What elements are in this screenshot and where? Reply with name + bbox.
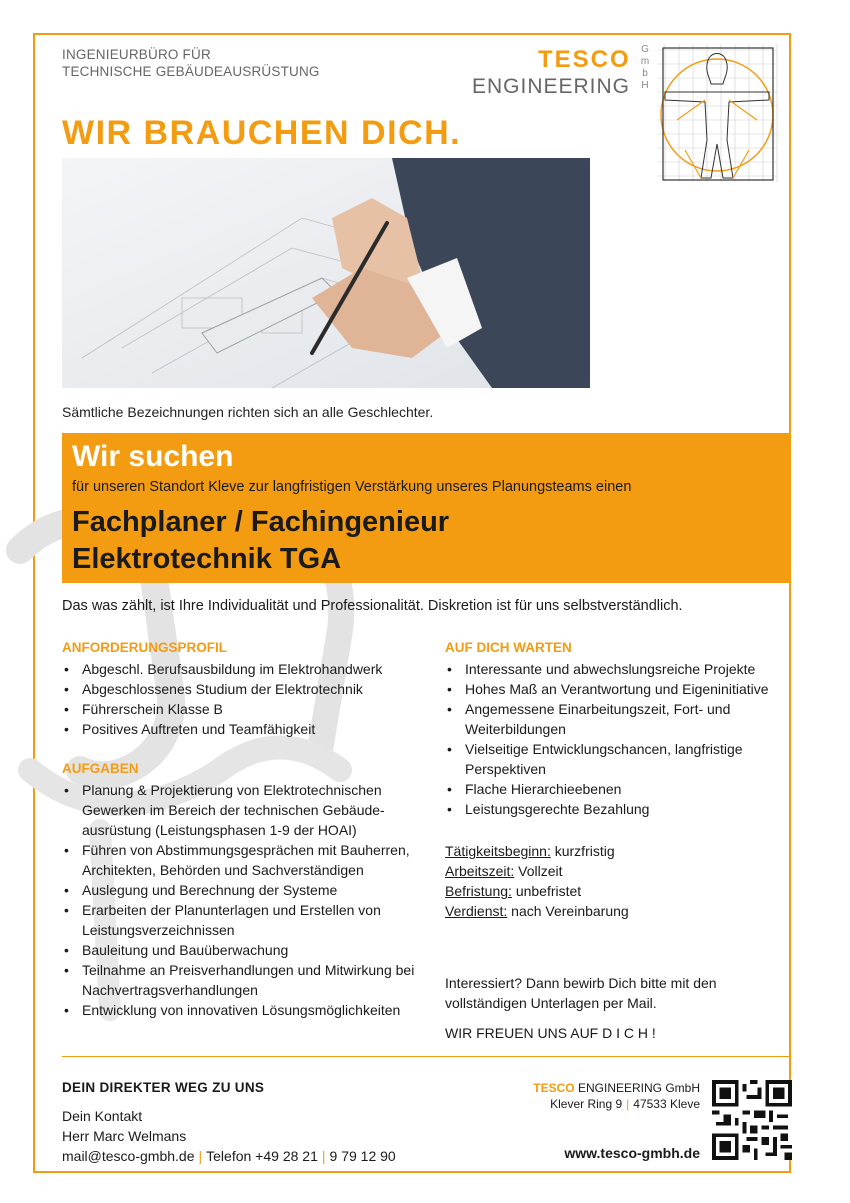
benefits-list xyxy=(445,659,790,819)
phone-number[interactable]: 9 79 12 90 xyxy=(329,1148,396,1164)
list-item: • Abgeschl. Berufsausbildung im Elektrohandwerk xyxy=(62,659,422,679)
apply-line-1: Interessiert? Dann bewirb Dich bitte mit den xyxy=(445,975,717,991)
separator: | xyxy=(626,1097,630,1111)
term-value: unbefristet xyxy=(515,883,582,899)
banner-subtitle: für unseren Standort Kleve zur langfristigen Verstärkung unseres Planungsteams einen xyxy=(72,479,632,495)
apply-line-2: vollständigen Unterlagen per Mail. xyxy=(445,995,657,1011)
hours-value: Vollzeit xyxy=(518,863,563,879)
list-item: • Auslegung und Berechnung der Systeme xyxy=(62,880,422,900)
job-title xyxy=(72,504,449,578)
address-brand: TESCO xyxy=(533,1081,575,1095)
list-item: • Vielseitige Entwicklungschancen, langfristige Perspektiven xyxy=(445,739,790,779)
list-item: • Hohes Maß an Verantwortung und Eigeninitiative xyxy=(445,679,790,699)
pay-label: Verdienst: xyxy=(445,903,508,919)
hands-drawing-plan-photo xyxy=(62,158,590,388)
contact-label: Dein Kontakt xyxy=(62,1108,143,1124)
logo-engineering: ENGINEERING xyxy=(472,75,631,98)
company-description xyxy=(62,46,320,80)
vitruvian-logo-icon xyxy=(655,40,780,188)
closing-line: WIR FREUEN UNS AUF D I C H ! xyxy=(445,1025,656,1041)
contact-block xyxy=(62,1106,396,1166)
gender-disclaimer: Sämtliche Bezeichnungen richten sich an alle Geschlechter. xyxy=(62,404,434,420)
pay-value: nach Vereinbarung xyxy=(511,903,629,919)
list-item: • Entwicklung von innovativen Lösungsmöglichkeiten xyxy=(62,1000,422,1020)
list-item: • Erarbeiten der Planunterlagen und Erstellen von Leistungsverzeichnissen xyxy=(62,900,422,940)
logo-gmbh: G m b H xyxy=(640,44,650,91)
right-column xyxy=(445,640,790,1043)
phone-area: 28 21 xyxy=(282,1148,318,1164)
start-label: Tätigkeitsbeginn: xyxy=(445,843,551,859)
start-value: kurzfristig xyxy=(554,843,615,859)
company-address xyxy=(510,1080,700,1112)
separator: | xyxy=(198,1148,203,1164)
email-link[interactable]: mail@tesco-gmbh.de xyxy=(62,1148,195,1164)
list-item: • Führerschein Klasse B xyxy=(62,699,422,719)
tasks-list xyxy=(62,780,422,1020)
address-company: ENGINEERING GmbH xyxy=(577,1081,700,1095)
list-item: • Bauleitung und Bauüberwachung xyxy=(62,940,422,960)
phone-label: Telefon +49 xyxy=(206,1148,279,1164)
left-column xyxy=(62,640,422,1020)
job-title-line-1: Fachplaner / Fachingenieur xyxy=(72,506,450,538)
requirements-heading: ANFORDERUNGSPROFIL xyxy=(62,640,227,655)
banner-title: Wir suchen xyxy=(72,440,234,473)
tasks-heading: AUFGABEN xyxy=(62,761,139,776)
hours-label: Arbeitszeit: xyxy=(445,863,515,879)
headline: WIR BRAUCHEN DICH. xyxy=(62,114,462,152)
separator: | xyxy=(321,1148,326,1164)
logo-tesco: TESCO xyxy=(538,46,631,73)
contact-heading: DEIN DIREKTER WEG ZU UNS xyxy=(62,1080,265,1095)
list-item: • Angemessene Einarbeitungszeit, Fort- und Weiterbildungen xyxy=(445,699,790,739)
job-facts xyxy=(445,841,790,921)
qr-code-icon[interactable] xyxy=(712,1080,792,1160)
contact-name: Herr Marc Welmans xyxy=(62,1128,187,1144)
company-line-1: INGENIEURBÜRO FÜR xyxy=(62,47,211,62)
list-item: • Führen von Abstimmungsgesprächen mit Bauherren, Architekten, Behörden und Sachverständigen xyxy=(62,840,422,880)
list-item: • Positives Auftreten und Teamfähigkeit xyxy=(62,719,422,739)
job-title-line-2: Elektrotechnik TGA xyxy=(72,543,342,575)
intro-text: Das was zählt, ist Ihre Individualität und Professionalität. Diskretion ist für uns selbstverständlich. xyxy=(62,598,683,614)
list-item: • Abgeschlossenes Studium der Elektrotechnik xyxy=(62,679,422,699)
benefits-heading: AUF DICH WARTEN xyxy=(445,640,572,655)
company-line-2: TECHNISCHE GEBÄUDEAUSRÜSTUNG xyxy=(62,64,320,79)
address-street: Klever Ring 9 xyxy=(550,1097,623,1111)
list-item: • Teilnahme an Preisverhandlungen und Mitwirkung bei Nachvertragsverhandlungen xyxy=(62,960,422,1000)
list-item: • Planung & Projektierung von Elektrotechnischen Gewerken im Bereich der technischen Gebäude-ausrüstung (Leistungsphasen 1-9 der HOAI) xyxy=(62,780,422,840)
list-item: • Interessante und abwechslungsreiche Projekte xyxy=(445,659,790,679)
application-call xyxy=(445,973,790,1043)
address-city: 47533 Kleve xyxy=(633,1097,700,1111)
footer-divider xyxy=(62,1056,790,1057)
list-item: • Flache Hierarchieebenen xyxy=(445,779,790,799)
list-item: • Leistungsgerechte Bezahlung xyxy=(445,799,790,819)
website-link[interactable]: www.tesco-gmbh.de xyxy=(564,1145,700,1161)
term-label: Befristung: xyxy=(445,883,512,899)
requirements-list xyxy=(62,659,422,739)
